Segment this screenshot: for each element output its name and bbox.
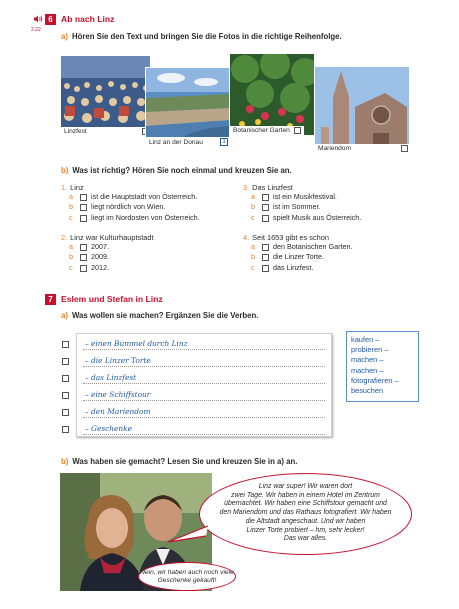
exercise-7-number: 7 (45, 294, 56, 305)
photo-botanischer-garten (229, 53, 315, 136)
crowd-image (61, 56, 151, 137)
ex6-a-letter: a) (61, 32, 68, 41)
speech-bubble-small: Nein, wir haben auch noch viele Geschenke gekauft! (138, 562, 236, 591)
verb-6: besuchen (351, 386, 384, 396)
question-3-text: Das Linzfest (252, 183, 293, 192)
question-3-number: 3. (243, 183, 250, 192)
photo-linzfest (60, 55, 151, 137)
verb-1: kaufen – (351, 335, 380, 344)
verb-5: fotografieren – (351, 375, 399, 385)
question-4-text: Seit 1653 gibt es schon (252, 233, 330, 242)
option-4b[interactable]: b die Linzer Torte. (251, 252, 325, 262)
caption-linzfest-label: Linzfest (64, 128, 87, 135)
ex6-b-instruction (61, 166, 292, 175)
caption-linzfest (61, 127, 151, 136)
option-3c[interactable]: c spielt Musik aus Österreich. (251, 212, 362, 222)
ex7-checkbox-2[interactable] (62, 358, 69, 365)
option-4a[interactable]: a den Botanischen Garten. (251, 242, 353, 251)
audio-track-code: 2.22 (31, 27, 41, 33)
ex6-b-letter: b) (61, 166, 69, 175)
photo-linz-donau (145, 67, 230, 148)
ex7-a-text: Was wollen sie machen? Ergänzen Sie die Verben. (71, 311, 259, 320)
cathedral-image (315, 67, 410, 154)
caption-botanischer-garten (230, 126, 304, 135)
ex7-a-instruction (61, 311, 258, 320)
ex6-a-text: Hören Sie den Text und bringen Sie die Fotos in die richtige Reihenfolge. (71, 32, 342, 41)
answer-line-4[interactable]: – eine Schiffstour (83, 385, 325, 401)
option-1c[interactable]: c liegt im Nordosten von Österreich. (69, 212, 200, 222)
question-2 (61, 233, 236, 273)
caption-mariendom-label: Mariendom (318, 145, 351, 152)
option-4c[interactable]: c das Linzfest. (251, 262, 314, 272)
verb-3: machen – (351, 355, 384, 365)
checkbox-4a[interactable] (262, 244, 269, 251)
river-city-image (146, 68, 230, 148)
checkbox-4b[interactable] (262, 254, 269, 261)
question-4 (243, 233, 418, 273)
option-2b[interactable]: b 2009. (69, 252, 109, 262)
ex7-checkbox-1[interactable] (62, 341, 69, 348)
checkbox-3c[interactable] (262, 215, 269, 222)
option-1b[interactable]: b liegt nördlich von Wien. (69, 202, 166, 212)
exercise-6-number: 6 (45, 14, 56, 25)
question-3 (243, 183, 418, 223)
question-2-number: 2. (61, 233, 68, 242)
checkbox-2b[interactable] (80, 254, 87, 261)
checkbox-3a[interactable] (262, 194, 269, 201)
photo-order-box-3[interactable] (294, 127, 301, 134)
speech-bubble-large-tail (166, 520, 210, 546)
checkbox-2c[interactable] (80, 265, 87, 272)
question-1-number: 1. (61, 183, 68, 192)
photo-order-box-4[interactable] (401, 145, 408, 152)
ex7-b-text: Was haben sie gemacht? Lesen Sie und kreuzen Sie in a) an. (72, 457, 298, 466)
photo-order-box-2[interactable]: 1 (220, 138, 228, 146)
exercise-7-title: Eslem und Stefan in Linz (61, 294, 163, 304)
checkbox-4c[interactable] (262, 265, 269, 272)
ex7-b-letter: b) (61, 457, 69, 466)
checkbox-1c[interactable] (80, 215, 87, 222)
ex6-b-text: Was ist richtig? Hören Sie noch einmal und kreuzen Sie an. (72, 166, 292, 175)
exercise-6-title: Ab nach Linz (61, 14, 115, 24)
checkbox-1a[interactable] (80, 194, 87, 201)
caption-linz-donau-label: Linz an der Donau (149, 138, 203, 146)
photo-mariendom (314, 66, 410, 154)
answer-line-1[interactable]: – einen Bummel durch Linz (83, 334, 325, 350)
answer-note-card (76, 333, 332, 437)
ex7-checkbox-5[interactable] (62, 409, 69, 416)
checkbox-3b[interactable] (262, 204, 269, 211)
verb-2: probieren – (351, 345, 389, 355)
garden-image (230, 54, 315, 136)
answer-line-5[interactable]: – den Mariendom (83, 402, 325, 418)
audio-icon[interactable] (33, 14, 43, 24)
option-2a[interactable]: a 2007. (69, 242, 109, 251)
question-2-text: Linz war Kulturhauptstadt (70, 233, 154, 242)
verb-4: machen – (351, 365, 384, 375)
question-1-text: Linz (70, 183, 84, 192)
checkbox-2a[interactable] (80, 244, 87, 251)
option-2c[interactable]: c 2012. (69, 262, 109, 272)
answer-line-2[interactable]: – die Linzer Torte (83, 351, 325, 367)
option-3a[interactable]: a ist ein Musikfestival. (251, 192, 337, 201)
question-4-number: 4. (243, 233, 250, 242)
ex7-b-instruction (61, 457, 297, 466)
ex7-checkbox-3[interactable] (62, 375, 69, 382)
ex7-checkbox-6[interactable] (62, 426, 69, 433)
caption-linz-donau (146, 137, 230, 147)
answer-line-6[interactable]: – Geschenke (83, 419, 325, 435)
caption-mariendom (315, 144, 410, 153)
option-3b[interactable]: b ist im Sommer. (251, 202, 321, 212)
speech-bubble-large: Linz war super! Wir waren dort zwei Tage. Wir haben in einem Hotel im Zentrum übernachtet. Wir haben eine Schiffstour gemacht und den Mariendom und das Rathaus fotografiert. Wir haben die Altstadt angeschaut. Und wir haben Linzer Torte probiert – hm, sehr lecker! Das war alles. (199, 473, 412, 555)
answer-line-3[interactable]: – das Linzfest (83, 368, 325, 384)
ex6-a-instruction (61, 32, 342, 41)
question-1 (61, 183, 236, 223)
ex7-a-letter: a) (61, 311, 68, 320)
caption-botanischer-garten-label: Botanischer Garten (233, 127, 290, 134)
checkbox-1b[interactable] (80, 204, 87, 211)
ex7-checkbox-4[interactable] (62, 392, 69, 399)
verb-box (346, 331, 419, 402)
option-1a[interactable]: a ist die Hauptstadt von Österreich. (69, 192, 198, 201)
